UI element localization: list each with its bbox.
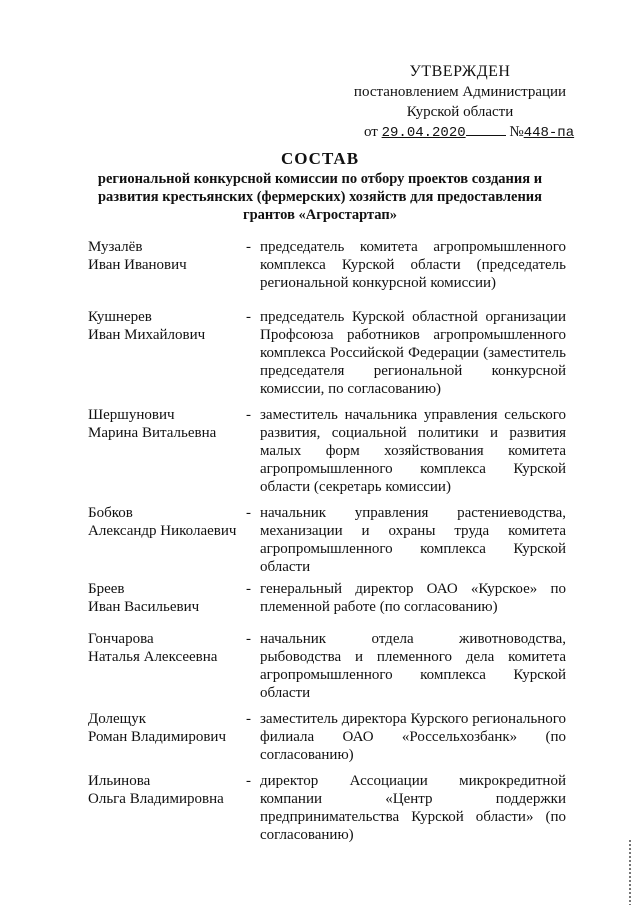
member-role: директор Ассоциации микрокредитной компании «Центр поддержки предпринимательства Курской области» (по согласованию) [260, 773, 566, 843]
member-role: председатель комитета агропромышленного комплекса Курской области (председатель региональной конкурсной комиссии) [260, 239, 566, 291]
member-given-name: Александр Николаевич [88, 523, 237, 539]
member-entry [88, 238, 572, 308]
document-title: СОСТАВ [280, 149, 360, 168]
member-role: заместитель директора Курского регионального филиала ОАО «Россельхозбанк» (по согласованию) [260, 711, 566, 763]
subtitle-line-2: развития крестьянских (фермерских) хозяйств для предоставления [97, 189, 543, 205]
member-name [88, 710, 240, 772]
member-entry [88, 504, 572, 580]
member-surname: Кушнерев [88, 309, 152, 325]
member-dash: - [246, 631, 251, 647]
member-dash: - [246, 773, 251, 789]
date-underline [466, 123, 506, 136]
member-dash: - [246, 711, 251, 727]
member-role: председатель Курской областной организации Профсоюза работников агропромышленного комплекса Российской Федерации (заместитель председателя региональной конкурсной комиссии, по согласованию) [260, 309, 566, 397]
members-list [88, 238, 572, 844]
approval-number: 448-па [523, 125, 575, 141]
member-name [88, 308, 240, 406]
member-entry [88, 580, 572, 630]
subtitle-line-1: региональной конкурсной комиссии по отбору проектов создания и [97, 171, 543, 187]
scan-edge-marks [629, 840, 631, 905]
member-entry [88, 308, 572, 406]
date-prefix: от [364, 124, 378, 140]
member-dash: - [246, 239, 251, 255]
member-surname: Музалёв [88, 239, 143, 255]
member-entry [88, 630, 572, 710]
document-heading [80, 148, 560, 224]
member-entry [88, 772, 572, 844]
approval-title: УТВЕРЖДЕН [409, 63, 511, 80]
approval-line-2: Курской области [406, 104, 514, 120]
member-given-name: Роман Владимирович [88, 729, 226, 745]
member-name [88, 580, 240, 630]
member-given-name: Наталья Алексеевна [88, 649, 218, 665]
member-given-name: Марина Витальевна [88, 425, 217, 441]
member-surname: Ильинова [88, 773, 151, 789]
approval-line-1: постановлением Администрации [353, 84, 567, 100]
member-role: заместитель начальника управления сельского развития, социальной политики и развития малых форм хозяйствования комитета агропромышленного комплекса Курской области (секретарь комиссии) [260, 407, 566, 495]
member-name [88, 406, 240, 504]
member-dash: - [246, 309, 251, 325]
approval-block [340, 62, 580, 143]
member-entry [88, 710, 572, 772]
member-name [88, 504, 240, 580]
approval-date-line [340, 122, 580, 143]
member-surname: Шершунович [88, 407, 175, 423]
member-given-name: Иван Иванович [88, 257, 187, 273]
member-given-name: Иван Васильевич [88, 599, 200, 615]
member-role: начальник управления растениеводства, механизации и охраны труда комитета агропромышленного комплекса Курской области [260, 505, 566, 575]
member-surname: Долещук [88, 711, 147, 727]
member-surname: Гончарова [88, 631, 154, 647]
member-surname: Бобков [88, 505, 133, 521]
member-role: начальник отдела животноводства, рыбоводства и племенного дела комитета агропромышленного комплекса Курской области [260, 631, 566, 701]
member-role: генеральный директор ОАО «Курское» по племенной работе (по согласованию) [260, 581, 566, 615]
member-name [88, 772, 240, 844]
member-given-name: Иван Михайлович [88, 327, 206, 343]
member-dash: - [246, 581, 251, 597]
member-entry [88, 406, 572, 504]
member-given-name: Ольга Владимировна [88, 791, 224, 807]
approval-date: 29.04.2020 [381, 125, 466, 141]
member-surname: Бреев [88, 581, 125, 597]
subtitle-line-3: грантов «Агростартап» [243, 207, 397, 223]
member-dash: - [246, 407, 251, 423]
member-name [88, 238, 240, 308]
member-dash: - [246, 505, 251, 521]
number-prefix: № [509, 124, 524, 140]
member-name [88, 630, 240, 710]
